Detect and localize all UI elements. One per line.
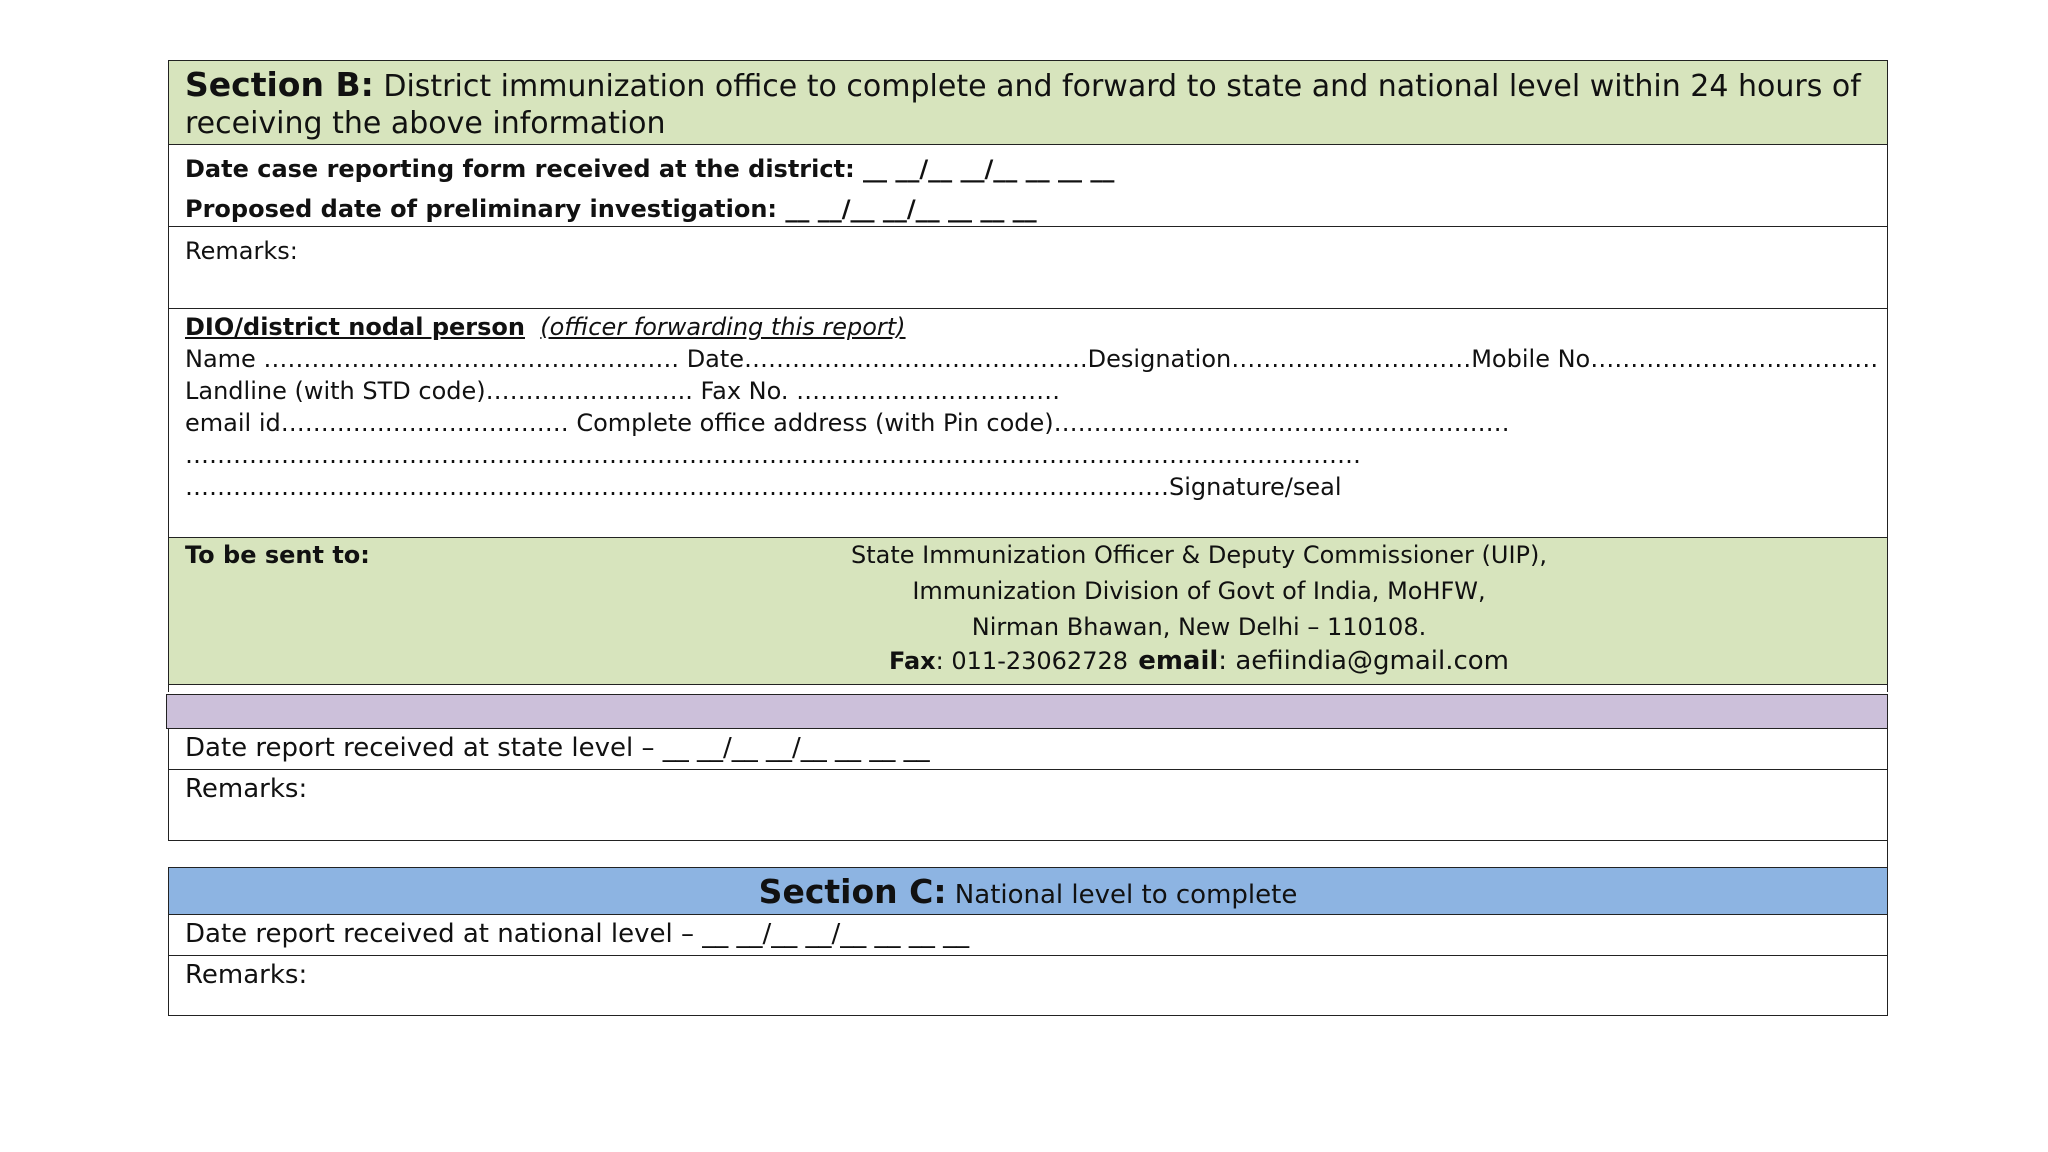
section-b-title-bold: Section B:	[185, 65, 374, 104]
national-remarks-label: Remarks:	[185, 960, 308, 990]
district-remarks-block[interactable]	[168, 226, 1888, 309]
section-c-header	[168, 867, 1888, 915]
send-to-line2: Immunization Division of Govt of India, MoHFW,	[912, 577, 1486, 605]
dio-block	[168, 308, 1888, 538]
date-received-district-field[interactable]: Date case reporting form received at the district: __ __/__ __/__ __ __ __	[185, 155, 1115, 183]
fax-value: : 011-23062728	[935, 647, 1129, 675]
send-to-line1: State Immunization Officer & Deputy Commissioner (UIP),	[851, 541, 1547, 569]
section-c-gap	[168, 840, 1888, 868]
email-value[interactable]: : aefiindia@gmail.com	[1218, 646, 1509, 676]
state-level-date-row	[168, 728, 1888, 770]
email-label: email	[1138, 646, 1219, 676]
dio-email-address-line[interactable]: email id……………………………… Complete office address (with Pin code)…………………………………………………	[185, 409, 1510, 437]
dio-signature-seal-line[interactable]: ……………………………………………………………………………………………………………Signature/seal	[185, 473, 1342, 501]
national-remarks-block[interactable]	[168, 955, 1888, 1016]
state-remarks-block[interactable]	[168, 769, 1888, 841]
fax-label: Fax	[889, 647, 936, 675]
district-dates-block	[168, 144, 1888, 227]
state-remarks-label: Remarks:	[185, 774, 308, 804]
section-b-title-line2: receiving the above information	[185, 106, 666, 141]
section-c-title-bold: Section C:	[758, 872, 947, 911]
dio-name-date-designation-mobile-line[interactable]: Name ……………………………………………. Date…………………………………….Designation…………………………Mobile No………………………………	[185, 345, 1879, 373]
proposed-investigation-date-field[interactable]: Proposed date of preliminary investigation: __ __/__ __/__ __ __ __	[185, 195, 1037, 223]
send-to-label: To be sent to:	[185, 541, 370, 569]
separator-strip	[168, 684, 1888, 692]
section-b-header	[168, 60, 1888, 145]
dio-heading: DIO/district nodal person	[185, 313, 525, 341]
dio-address-continuation-line[interactable]: …………………………………………………………………………………………………………………………………	[185, 441, 1361, 469]
section-b-title-rest: District immunization office to complete and forward to state and national level within 24 hours of	[373, 69, 1861, 104]
state-level-header-band	[166, 694, 1888, 729]
dio-landline-fax-line[interactable]: Landline (with STD code)…………………….. Fax No. ……………………………	[185, 377, 1061, 405]
district-remarks-label: Remarks:	[185, 237, 298, 265]
date-received-national-field[interactable]: Date report received at national level – __ __/__ __/__ __ __ __	[185, 919, 970, 949]
send-to-block	[168, 537, 1888, 685]
dio-heading-note: (officer forwarding this report)	[540, 313, 906, 341]
send-to-line3: Nirman Bhawan, New Delhi – 110108.	[971, 613, 1427, 641]
date-received-state-field[interactable]: Date report received at state level – __ __/__ __/__ __ __ __	[185, 733, 930, 763]
section-c-title-rest: National level to complete	[946, 880, 1298, 910]
national-level-date-row	[168, 914, 1888, 956]
